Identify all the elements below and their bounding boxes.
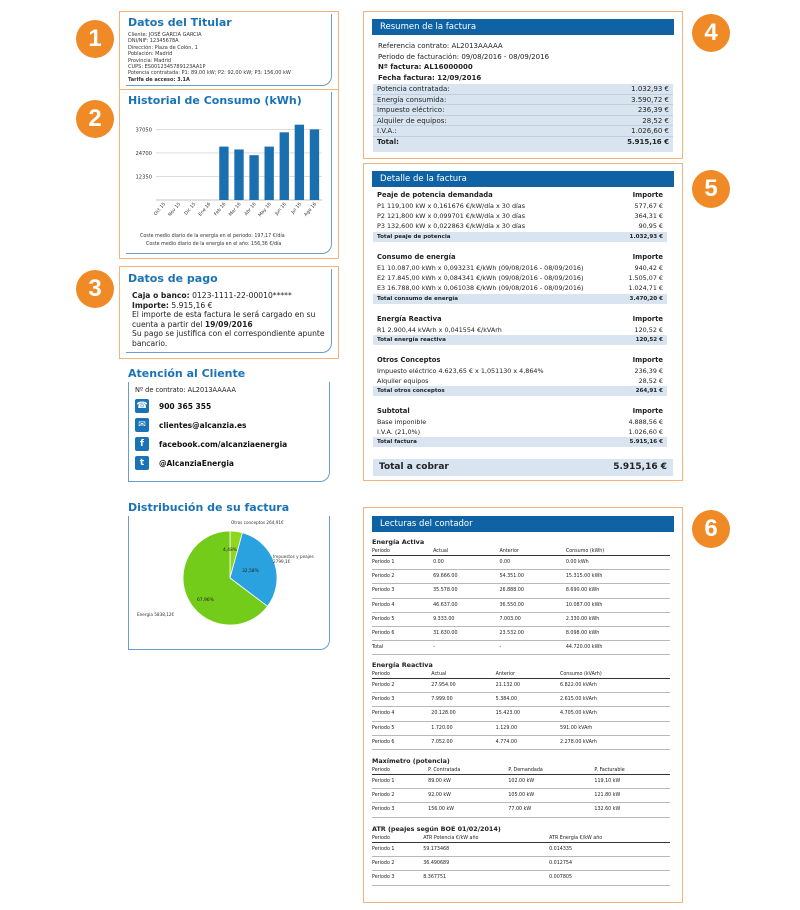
titular-line: CUPS: ES0012345789123AA1P (128, 64, 206, 71)
pago-card (126, 269, 332, 353)
atr-table (372, 835, 670, 886)
table-cell: 591.00 kVArh (560, 721, 670, 735)
detalle-total-label: Total otros conceptos (377, 388, 445, 395)
table-row (372, 626, 670, 640)
chart-bar (234, 149, 243, 200)
table-cell: 7.999.00 (431, 693, 495, 707)
detalle-head-label: Energía Reactiva (377, 315, 442, 323)
detalle-row (373, 366, 667, 376)
maximetro-title: Maxímetro (potencia) (372, 757, 450, 765)
reactiva-title: Energía Reactiva (372, 661, 433, 669)
maximetro-column-header: Periodo (372, 767, 428, 775)
table-cell: 36.550.00 (499, 598, 565, 612)
table-cell: 7.003.00 (499, 612, 565, 626)
detalle-title: Detalle de la factura (372, 171, 674, 187)
reactiva-table (372, 671, 670, 750)
resumen-row (373, 126, 673, 137)
atencion-card (128, 382, 330, 482)
detalle-section-head (373, 314, 667, 325)
detalle-total-value: 5.915,16 € (629, 439, 663, 446)
detalle-row-value: 120,52 € (634, 326, 663, 334)
table-cell: 23.532.00 (499, 626, 565, 640)
table-cell: Periodo 1 (372, 843, 423, 857)
detalle-section-head (373, 190, 667, 201)
table-cell: 89.00 kW (428, 775, 508, 789)
detalle-row-value: 577,67 € (634, 202, 663, 210)
resumen-row (373, 105, 673, 116)
pago-importe-label: Importe: (132, 300, 169, 310)
activa-column-header: Consumo (kWh) (566, 548, 670, 556)
pie-label-energia: Energía 5838,12€ (137, 612, 175, 617)
x-tick-label: Oct 15 (153, 202, 168, 217)
x-tick-label: Nov 15 (167, 202, 183, 218)
chart-bar (219, 147, 228, 200)
detalle-head-label: Subtotal (377, 407, 410, 415)
table-cell: 54.351.00 (499, 570, 565, 584)
reactiva-column-header: Periodo (372, 671, 431, 679)
x-tick-label: Mar 16 (228, 202, 243, 218)
table-cell: 1.720.00 (431, 721, 495, 735)
resumen-title: Resumen de la factura (372, 19, 674, 35)
twitter-row (135, 456, 234, 470)
x-tick-label: Jun 16 (274, 202, 288, 217)
activa-title: Energía Activa (372, 538, 425, 546)
total-a-cobrar-label: Total a cobrar (379, 462, 449, 472)
table-row (372, 803, 670, 817)
detalle-total-label: Total factura (377, 439, 417, 446)
pago-importe-line (132, 301, 328, 311)
detalle-total-value: 3.470,20 € (629, 295, 663, 302)
table-cell: 132.60 kW (594, 803, 670, 817)
titular-title: Datos del Titular (128, 16, 232, 29)
pago-details (132, 291, 328, 349)
reactiva-column-header: Anterior (496, 671, 560, 679)
resumen-num-factura: Nº factura: AL16000000 (378, 63, 473, 71)
detalle-row-value: 90,95 € (638, 222, 663, 231)
atr-column-header: ATR Potencia €/kW año (423, 835, 549, 843)
detalle-head-label: Otros Conceptos (377, 356, 441, 364)
titular-line: Cliente: JOSÉ GARCIA GARCIA (128, 32, 202, 38)
resumen-row-label: I.V.A.: (377, 127, 397, 136)
table-cell: Periodo 2 (372, 679, 431, 693)
detalle-row-label: Impuesto eléctrico 4.623,65 € x 1,051130 x 4,864% (377, 367, 544, 375)
table-cell: 10.087.00 kWh (566, 598, 670, 612)
detalle-row (373, 417, 667, 427)
table-cell: 26.888.00 (499, 584, 565, 598)
pago-caja-line (132, 291, 328, 301)
lecturas-highlight (363, 507, 683, 903)
table-cell: Periodo 1 (372, 556, 433, 570)
detalle-total-value: 120,52 € (635, 337, 663, 344)
x-tick-label: May 16 (258, 202, 273, 219)
section-number-5: 5 (692, 170, 730, 208)
resumen-highlight (363, 11, 683, 159)
x-tick-label: Feb 16 (213, 202, 228, 218)
table-cell: Periodo 6 (372, 626, 433, 640)
consumption-bar-chart (126, 112, 326, 232)
pago-cargo-text (132, 310, 328, 329)
table-row (372, 735, 670, 749)
chart-bar (265, 147, 274, 200)
detalle-row-label: P2 121,800 kW x 0,099701 €/kW/día x 30 días (377, 212, 526, 221)
phone-icon: ☎ (136, 401, 148, 411)
distribution-pie-chart (129, 516, 331, 650)
chart-bar (295, 125, 304, 200)
table-row (372, 693, 670, 707)
titular-tarifa: Tarifa de acceso: 3.1A (128, 76, 190, 83)
resumen-row-value: 1.032,93 € (631, 85, 669, 93)
resumen-row (373, 84, 673, 95)
distribucion-card (128, 516, 330, 650)
detalle-row-value: 28,52 € (638, 377, 663, 386)
maximetro-column-header: P. Demandada (508, 767, 594, 775)
table-row (372, 789, 670, 803)
detalle-row-label: E1 10.087,00 kWh x 0,093231 €/kWh (09/08/2016 - 08/09/2016) (377, 264, 584, 272)
pago-justifica-text: Su pago se justifica con el correspondiente apunte bancario. (132, 329, 325, 348)
detalle-section-reactiva (373, 314, 667, 345)
detalle-row-label: P3 132,600 kW x 0,022863 €/kW/día x 30 días (377, 222, 526, 231)
table-cell: 102.00 kW (508, 775, 594, 789)
historial-card (126, 92, 332, 254)
titular-line: Provincia: Madrid (128, 57, 172, 64)
table-cell: 8.098.00 kWh (566, 626, 670, 640)
total-a-cobrar-value: 5.915,16 € (613, 462, 667, 472)
pie-label-otros: Otros conceptos 264,91€ (231, 520, 284, 525)
detalle-total-value: 1.032,93 € (629, 233, 663, 240)
table-cell: 31.630.00 (433, 626, 499, 640)
titular-card (126, 14, 332, 86)
detalle-row-label: Alquiler equipos (377, 377, 429, 386)
detalle-total-value: 264,91 € (635, 388, 663, 395)
table-row (372, 612, 670, 626)
pago-title: Datos de pago (128, 272, 218, 285)
resumen-row-label: Potencia contratada: (377, 85, 450, 93)
resumen-total-label: Total: (377, 137, 399, 146)
chart-bar (249, 155, 258, 200)
resumen-total-row (373, 137, 673, 148)
detalle-row-label: P1 119,100 kW x 0,161676 €/kW/día x 30 días (377, 202, 526, 210)
detalle-row-value: 1.024,71 € (628, 284, 663, 293)
table-row (372, 721, 670, 735)
pago-fecha: 19/09/2016 (204, 319, 253, 329)
distribucion-title: Distribución de su factura (128, 501, 290, 514)
reactiva-column-header: Actual (431, 671, 495, 679)
facebook-icon: f (135, 437, 149, 451)
table-cell: 8.367751 (423, 871, 549, 885)
phone-number: 900 365 355 (159, 401, 212, 411)
table-row (372, 857, 670, 871)
resumen-row-value: 1.026,60 € (631, 127, 669, 136)
table-cell: Periodo 3 (372, 871, 423, 885)
activa-header-row (372, 548, 670, 556)
detalle-importe-label: Importe (632, 315, 663, 323)
detalle-importe-label: Importe (632, 253, 663, 261)
mail-icon: ✉ (135, 418, 149, 432)
pago-importe-value: 5.915,16 € (171, 300, 213, 310)
table-cell: 119.10 kW (594, 775, 670, 789)
twitter-icon: t (135, 456, 149, 470)
detalle-row-value: 4.888,56 € (628, 418, 663, 426)
detalle-section-head (373, 406, 667, 417)
table-row (372, 556, 670, 570)
atencion-title: Atención al Cliente (128, 367, 246, 380)
atr-column-header: ATR Energía €/kW año (549, 835, 670, 843)
table-cell: Periodo 3 (372, 803, 428, 817)
email-link[interactable]: clientes@alcanzia.es (159, 420, 247, 430)
table-cell: Periodo 4 (372, 598, 433, 612)
titular-details (128, 32, 291, 83)
titular-highlight (119, 11, 339, 91)
table-row (372, 707, 670, 721)
detalle-total-label: Total consumo de energía (377, 295, 459, 302)
y-tick-label: 37050 (135, 127, 152, 134)
detalle-row-value: 940,42 € (634, 264, 663, 272)
x-tick-label: Ene 16 (198, 202, 213, 218)
x-tick-label: Jul 16 (290, 202, 303, 216)
detalle-row (373, 376, 667, 386)
table-cell: Periodo 6 (372, 735, 431, 749)
table-cell: Periodo 2 (372, 857, 423, 871)
table-row (372, 570, 670, 584)
table-cell: Total (372, 641, 433, 655)
detalle-row-value: 1.505,07 € (628, 274, 663, 283)
detalle-row-value: 236,39 € (634, 367, 663, 375)
table-cell: Periodo 5 (372, 612, 433, 626)
resumen-periodo: Periodo de facturación: 09/08/2016 - 08/09/2016 (378, 52, 550, 61)
section-number-1: 1 (76, 20, 114, 58)
table-cell: 0.00 (433, 556, 499, 570)
detalle-importe-label: Importe (632, 356, 663, 364)
historial-note-anio: Coste medio diario de la energía en el año: 156,36 €/día (146, 242, 282, 247)
table-row (372, 584, 670, 598)
reactiva-header-row (372, 671, 670, 679)
atencion-contrato: Nº de contrato: AL2013AAAAA (135, 386, 236, 394)
table-cell: 35.578.00 (433, 584, 499, 598)
email-row (135, 418, 247, 432)
facebook-link[interactable]: facebook.com/alcanziaenergia (159, 439, 288, 449)
table-row (372, 679, 670, 693)
detalle-head-label: Peaje de potencia demandada (377, 191, 493, 199)
pago-highlight (119, 266, 339, 359)
table-cell: 15.315.00 kWh (566, 570, 670, 584)
resumen-row-label: Impuesto eléctrico: (377, 106, 445, 115)
detalle-row (373, 427, 667, 437)
y-tick-label: 24700 (135, 150, 152, 157)
resumen-table (373, 84, 673, 152)
resumen-row-label: Energía consumida: (377, 95, 447, 104)
titular-line: Población: Madrid (128, 51, 173, 58)
table-cell: 1.129.00 (496, 721, 560, 735)
detalle-row (373, 221, 667, 231)
table-cell: 21.132.00 (496, 679, 560, 693)
table-row (372, 843, 670, 857)
detalle-row-value: 364,31 € (634, 212, 663, 221)
detalle-total (373, 294, 667, 304)
table-cell: Periodo 3 (372, 693, 431, 707)
atr-header-row (372, 835, 670, 843)
section-number-4: 4 (692, 14, 730, 52)
section-number-6: 6 (692, 510, 730, 548)
table-row (372, 598, 670, 612)
detalle-section-head (373, 355, 667, 366)
activa-column-header: Anterior (499, 548, 565, 556)
detalle-total (373, 335, 667, 345)
resumen-row (373, 95, 673, 106)
resumen-row (373, 116, 673, 127)
pie-pct-impuestos: 32,58% (242, 569, 259, 574)
detalle-row-value: 1.026,60 € (628, 428, 663, 437)
table-cell: 0.014335 (549, 843, 670, 857)
pago-caja-label: Caja o banco: (132, 291, 190, 300)
pie-pct-otros: 4,48% (223, 548, 237, 553)
resumen-row-value: 236,39 € (637, 106, 669, 115)
detalle-row-label: Base imponible (377, 418, 427, 426)
detalle-total (373, 437, 667, 447)
x-tick-label: Dic 15 (184, 202, 198, 217)
detalle-section-otros (373, 355, 667, 396)
table-cell: 0.007805 (549, 871, 670, 885)
detalle-row-label: E3 16.788,00 kWh x 0,061038 €/kWh (09/08/2016 - 08/09/2016) (377, 284, 584, 293)
historial-highlight (119, 89, 339, 259)
detalle-importe-label: Importe (632, 407, 663, 415)
table-cell: Periodo 2 (372, 789, 428, 803)
detalle-row (373, 325, 667, 335)
detalle-row-label: R1 2.900,44 kVArh x 0,041554 €/kVArh (377, 326, 502, 334)
detalle-section-head (373, 252, 667, 263)
activa-column-header: Periodo (372, 548, 433, 556)
titular-line: Dirección: Plaza de Colón, 1 (128, 44, 198, 51)
detalle-total (373, 232, 667, 242)
resumen-row-value: 3.590,72 € (631, 95, 669, 104)
table-row (372, 641, 670, 655)
activa-column-header: Actual (433, 548, 499, 556)
table-cell: 20.128.00 (431, 707, 495, 721)
table-cell: 6.822.00 kVArh (560, 679, 670, 693)
historial-note-periodo: Coste medio diario de la energía en el periodo: 197,17 €/día (140, 234, 285, 239)
titular-line: Potencia contratada: P1: 89,00 kW; P2: 92,00 kW; P3: 156,00 kW (128, 70, 291, 77)
resumen-total-value: 5.915,16 € (627, 137, 669, 146)
table-cell: 5.384.00 (496, 693, 560, 707)
reactiva-column-header: Consumo (kVArh) (560, 671, 670, 679)
detalle-highlight (363, 163, 683, 481)
resumen-row-label: Alquiler de equipos: (377, 116, 447, 125)
phone-row (135, 399, 211, 413)
lecturas-title: Lecturas del contador (372, 516, 674, 532)
resumen-fecha-factura: Fecha factura: 12/09/2016 (378, 73, 482, 82)
table-cell: 121.80 kW (594, 789, 670, 803)
table-cell: 36.490689 (423, 857, 549, 871)
historial-title: Historial de Consumo (kWh) (128, 94, 302, 107)
detalle-row (373, 263, 667, 273)
table-cell: 2.615.00 kVArh (560, 693, 670, 707)
section-number-2: 2 (76, 100, 114, 138)
table-cell: - (433, 641, 499, 655)
detalle-row (373, 283, 667, 293)
detalle-section-energia (373, 252, 667, 304)
maximetro-column-header: P. Facturable (594, 767, 670, 775)
resumen-info (378, 41, 549, 83)
pago-caja-value: 0123-1111-22-00010***** (192, 291, 292, 300)
resumen-row-value: 28,52 € (642, 116, 669, 125)
facebook-row (135, 437, 287, 451)
table-cell: 105.00 kW (508, 789, 594, 803)
table-cell: 27.954.00 (431, 679, 495, 693)
detalle-row-label: E2 17.845,00 kWh x 0,084341 €/kWh (09/08/2016 - 08/09/2016) (377, 274, 584, 283)
detalle-section-potencia (373, 190, 667, 242)
table-cell: 92.00 kW (428, 789, 508, 803)
x-tick-label: Ago 16 (303, 202, 318, 218)
table-row (372, 775, 670, 789)
chart-bar (280, 132, 289, 200)
pie-pct-energia: 67,96% (197, 598, 214, 603)
table-cell: 0.00 (499, 556, 565, 570)
table-cell: 77.00 kW (508, 803, 594, 817)
maximetro-table (372, 767, 670, 818)
maximetro-column-header: P. Contratada (428, 767, 508, 775)
activa-table (372, 548, 670, 655)
detalle-total-label: Total peaje de potencia (377, 233, 451, 240)
detalle-row (373, 211, 667, 221)
table-cell: 59.173468 (423, 843, 549, 857)
twitter-link[interactable]: @AlcanziaEnergia (159, 458, 234, 468)
detalle-row (373, 273, 667, 283)
y-tick-label: 12350 (135, 174, 152, 181)
table-cell: Periodo 2 (372, 570, 433, 584)
detalle-head-label: Consumo de energía (377, 253, 456, 261)
table-cell: - (499, 641, 565, 655)
table-cell: Periodo 4 (372, 707, 431, 721)
pie-label-impuestos: Impuestos y peajes 2799,1€ (273, 554, 314, 565)
pago-text: El importe de esta factura le será cargado en su cuenta a partir del (132, 310, 316, 329)
atr-title: ATR (peajes según BOE 01/02/2014) (372, 825, 501, 833)
table-row (372, 871, 670, 885)
table-cell: 46.637.00 (433, 598, 499, 612)
table-cell: 8.690.00 kWh (566, 584, 670, 598)
table-cell: 9.333.00 (433, 612, 499, 626)
chart-bar (310, 129, 319, 200)
detalle-total (373, 386, 667, 396)
table-cell: 69.666.00 (433, 570, 499, 584)
x-tick-label: Abr 16 (243, 202, 258, 217)
atr-column-header: Periodo (372, 835, 423, 843)
table-cell: 4.705.00 kVArh (560, 707, 670, 721)
maximetro-header-row (372, 767, 670, 775)
detalle-section-subtotal (373, 406, 667, 447)
table-cell: 2.330.00 kWh (566, 612, 670, 626)
table-cell: Periodo 1 (372, 775, 428, 789)
table-cell: 0.00 kWh (566, 556, 670, 570)
resumen-referencia: Referencia contrato: AL2013AAAAA (378, 42, 503, 50)
detalle-row-label: I.V.A. (21,0%) (377, 428, 421, 437)
table-cell: 15.423.00 (496, 707, 560, 721)
titular-line: DNI/NIF: 12345678A (128, 38, 179, 45)
total-a-cobrar (373, 459, 673, 476)
table-cell: 4.774.00 (496, 735, 560, 749)
table-cell: 0.012754 (549, 857, 670, 871)
detalle-row (373, 201, 667, 211)
table-cell: Periodo 5 (372, 721, 431, 735)
table-cell: 156.00 kW (428, 803, 508, 817)
detalle-importe-label: Importe (632, 191, 663, 199)
table-cell: 44.720.00 kWh (566, 641, 670, 655)
table-cell: 2.278.00 kVArh (560, 735, 670, 749)
detalle-total-label: Total energía reactiva (377, 337, 446, 344)
table-cell: 7.052.00 (431, 735, 495, 749)
section-number-3: 3 (76, 270, 114, 308)
table-cell: Periodo 3 (372, 584, 433, 598)
